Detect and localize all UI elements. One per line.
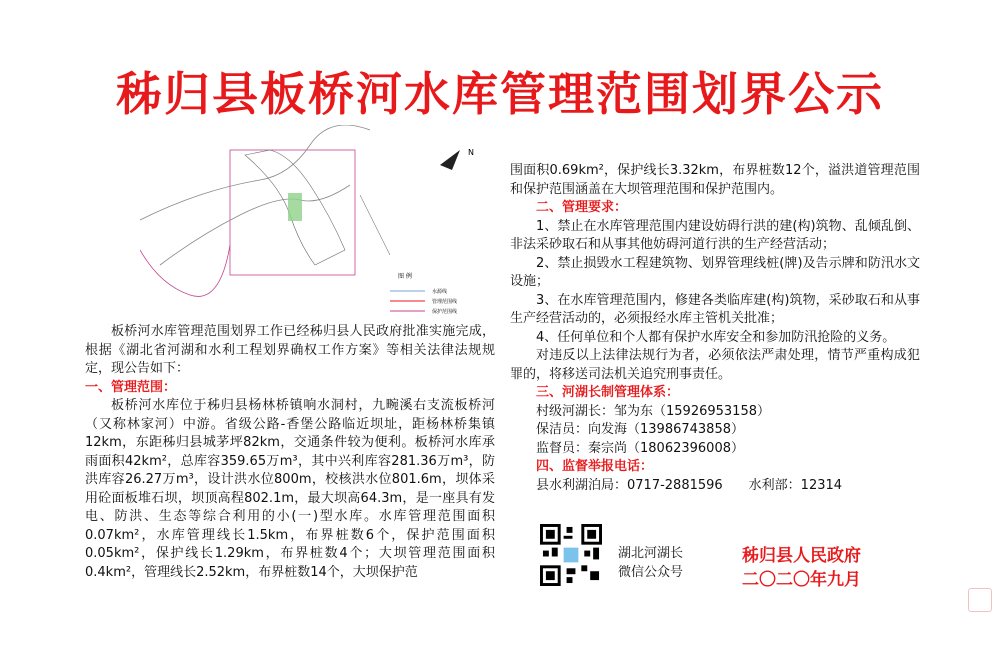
legend-title: 图 例 xyxy=(398,273,412,280)
north-label: N xyxy=(468,148,474,157)
legal-warning: 对违反以上法律法规行为者，必须依法严肃处理，情节严重构成犯罪的，将移送司法机关追究刑事责任。 xyxy=(510,348,920,382)
supervisor: 监督员：秦宗尚（18062396008） xyxy=(536,440,744,456)
management-scope-paragraph: 板桥河水库位于秭归县杨林桥镇响水洞村，九畹溪右支流板桥河（又称林家河）中游。省级公路-香堡公路临近坝址，距杨林桥集镇12km，东距秭归县城茅坪82km，交通条件较为便利。板桥河水库承雨面积42km²，总库容359.65万m³，其中兴利库容281.36万m³，防洪库容26.27万m³，设计洪水位800m，校核洪水位801.6m，坝体采用砼面板堆石坝，坝顶高程802.1m，最大坝高64.3m，是一座具有发电、防洪、生态等综合利用的小(一)型水库。水库管理范围面积0.07km²，水库管理线长1.5km，布界桩数6个，保护范围面积0.05km²，保护线长1.29km，布界桩数4个；大坝管理范围面积0.4km²，管理线长2.52km，布界桩数14个，大坝保护范 xyxy=(85,398,495,580)
requirement-1: 1、禁止在水库管理范围内建设妨碍行洪的建(构)筑物、乱倾乱倒、非法采砂取石和从事其他妨碍河道行洪的生产经营活动； xyxy=(510,218,920,252)
qr-caption-line: 湖北河湖长 xyxy=(618,546,684,561)
report-phones: 县水利湖泊局：0717-2881596 水利部：12314 xyxy=(536,477,843,493)
legend-item: 保护范围线 xyxy=(432,309,458,315)
village-river-chief: 村级河湖长：邹为东（15926953158） xyxy=(536,403,770,419)
requirement-3: 3、在水库管理范围内，修建各类临库建(构)筑物，采砂取石和从事生产经营活动的，必须报经水库主管机关批准； xyxy=(510,292,920,326)
issuer-block xyxy=(742,544,861,592)
compass-icon xyxy=(440,150,460,170)
legend-item: 管理范围线 xyxy=(432,299,458,305)
issuer-name: 秭归县人民政府 xyxy=(742,546,861,566)
scope-continued: 围面积0.69km²，保护线长3.32km，布界桩数12个，溢洪道管理范围和保护范围涵盖在大坝管理范围和保护范围内。 xyxy=(510,163,920,197)
legend-item: 水源线 xyxy=(432,289,448,295)
cleaner: 保洁员：向发海（13986743858） xyxy=(536,422,744,437)
qr-code[interactable] xyxy=(540,524,602,586)
section-3-heading: 三、河湖长制管理体系： xyxy=(536,385,680,400)
requirement-2: 2、禁止损毁水工程建筑物、划界管理线桩(牌)及告示牌和防汛水文设施； xyxy=(510,255,920,289)
page-title: 秭归县板桥河水库管理范围划界公示 xyxy=(116,67,884,121)
issue-date: 二〇二〇年九月 xyxy=(742,570,861,590)
requirement-4: 4、任何单位和个人都有保护水库安全和参加防汛抢险的义务。 xyxy=(536,329,896,345)
qr-caption-line: 微信公众号 xyxy=(618,565,684,580)
boundary-map xyxy=(140,125,495,325)
section-2-heading: 二、管理要求： xyxy=(536,200,628,215)
section-1-heading: 一、管理范围： xyxy=(85,379,177,395)
qr-caption xyxy=(618,544,683,582)
section-4-heading: 四、监督举报电话： xyxy=(536,459,654,474)
seal-mark xyxy=(968,588,992,612)
left-column xyxy=(85,323,495,582)
right-column xyxy=(510,162,920,495)
intro-paragraph: 板桥河水库管理范围划界工作已经秭归县人民政府批准实施完成，根据《湖北省河湖和水利工程划界确权工作方案》等相关法律法规规定，现公告如下： xyxy=(85,324,495,376)
